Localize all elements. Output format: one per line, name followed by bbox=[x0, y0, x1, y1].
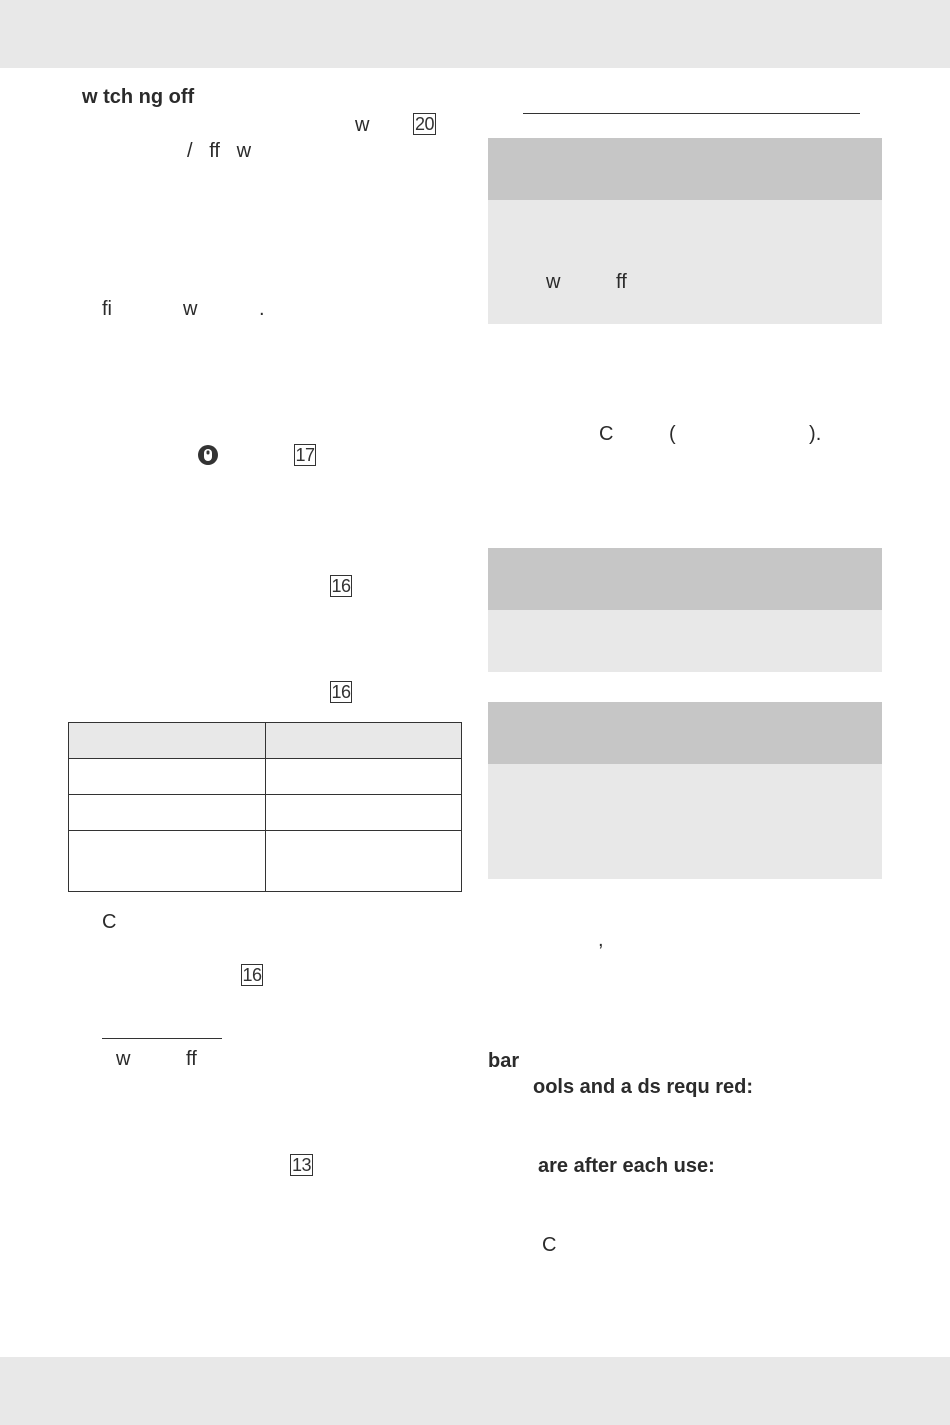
text-fragment: , bbox=[598, 929, 604, 951]
reference-number-20: 20 bbox=[414, 114, 435, 134]
info-panel-header bbox=[488, 548, 882, 610]
reference-number-16: 16 bbox=[242, 965, 262, 985]
table-header-row bbox=[69, 723, 462, 759]
table-cell bbox=[69, 759, 266, 795]
table-cell bbox=[266, 759, 462, 795]
text-fragment: . bbox=[259, 298, 265, 320]
section-heading-bar: bar bbox=[488, 1050, 520, 1072]
reference-number-16: 16 bbox=[331, 682, 351, 702]
table-cell bbox=[69, 831, 266, 892]
subheading-tools-required: ools and a ds requ red: bbox=[533, 1076, 754, 1098]
power-button-icon bbox=[197, 444, 219, 466]
table-header-cell bbox=[69, 723, 266, 759]
table-cell bbox=[266, 795, 462, 831]
text-fragment: w ff bbox=[116, 1048, 197, 1070]
reference-number-16: 16 bbox=[331, 576, 351, 596]
section-rule bbox=[523, 113, 860, 114]
info-panel bbox=[488, 548, 882, 672]
info-panel-body bbox=[488, 200, 882, 324]
info-panel bbox=[488, 702, 882, 879]
text-fragment: w ff bbox=[546, 271, 627, 293]
text-fragment: C ( ). bbox=[599, 423, 822, 445]
info-panel-body bbox=[488, 764, 882, 879]
info-panel-body bbox=[488, 610, 882, 672]
table-cell bbox=[266, 831, 462, 892]
info-panel-header bbox=[488, 702, 882, 764]
info-panel bbox=[488, 138, 882, 324]
text-fragment: C bbox=[542, 1234, 557, 1256]
section-rule bbox=[102, 1038, 222, 1039]
table-row bbox=[69, 759, 462, 795]
text-fragment: w bbox=[183, 298, 198, 320]
table-header-cell bbox=[266, 723, 462, 759]
page-footer-band bbox=[0, 1357, 950, 1425]
text-fragment: w bbox=[355, 114, 370, 136]
table-row bbox=[69, 795, 462, 831]
info-panel-header bbox=[488, 138, 882, 200]
reference-number-17: 17 bbox=[295, 445, 315, 465]
text-fragment: fi bbox=[102, 298, 112, 320]
table-row bbox=[69, 831, 462, 892]
page-header-band bbox=[0, 0, 950, 68]
section-heading-switching-off: w tch ng off bbox=[82, 86, 195, 108]
text-fragment: / ff w bbox=[187, 140, 252, 162]
table-cell bbox=[69, 795, 266, 831]
specification-table bbox=[68, 722, 462, 892]
reference-number-13: 13 bbox=[291, 1155, 312, 1175]
subheading-care-after-use: are after each use: bbox=[538, 1155, 715, 1177]
text-fragment: C bbox=[102, 911, 117, 933]
